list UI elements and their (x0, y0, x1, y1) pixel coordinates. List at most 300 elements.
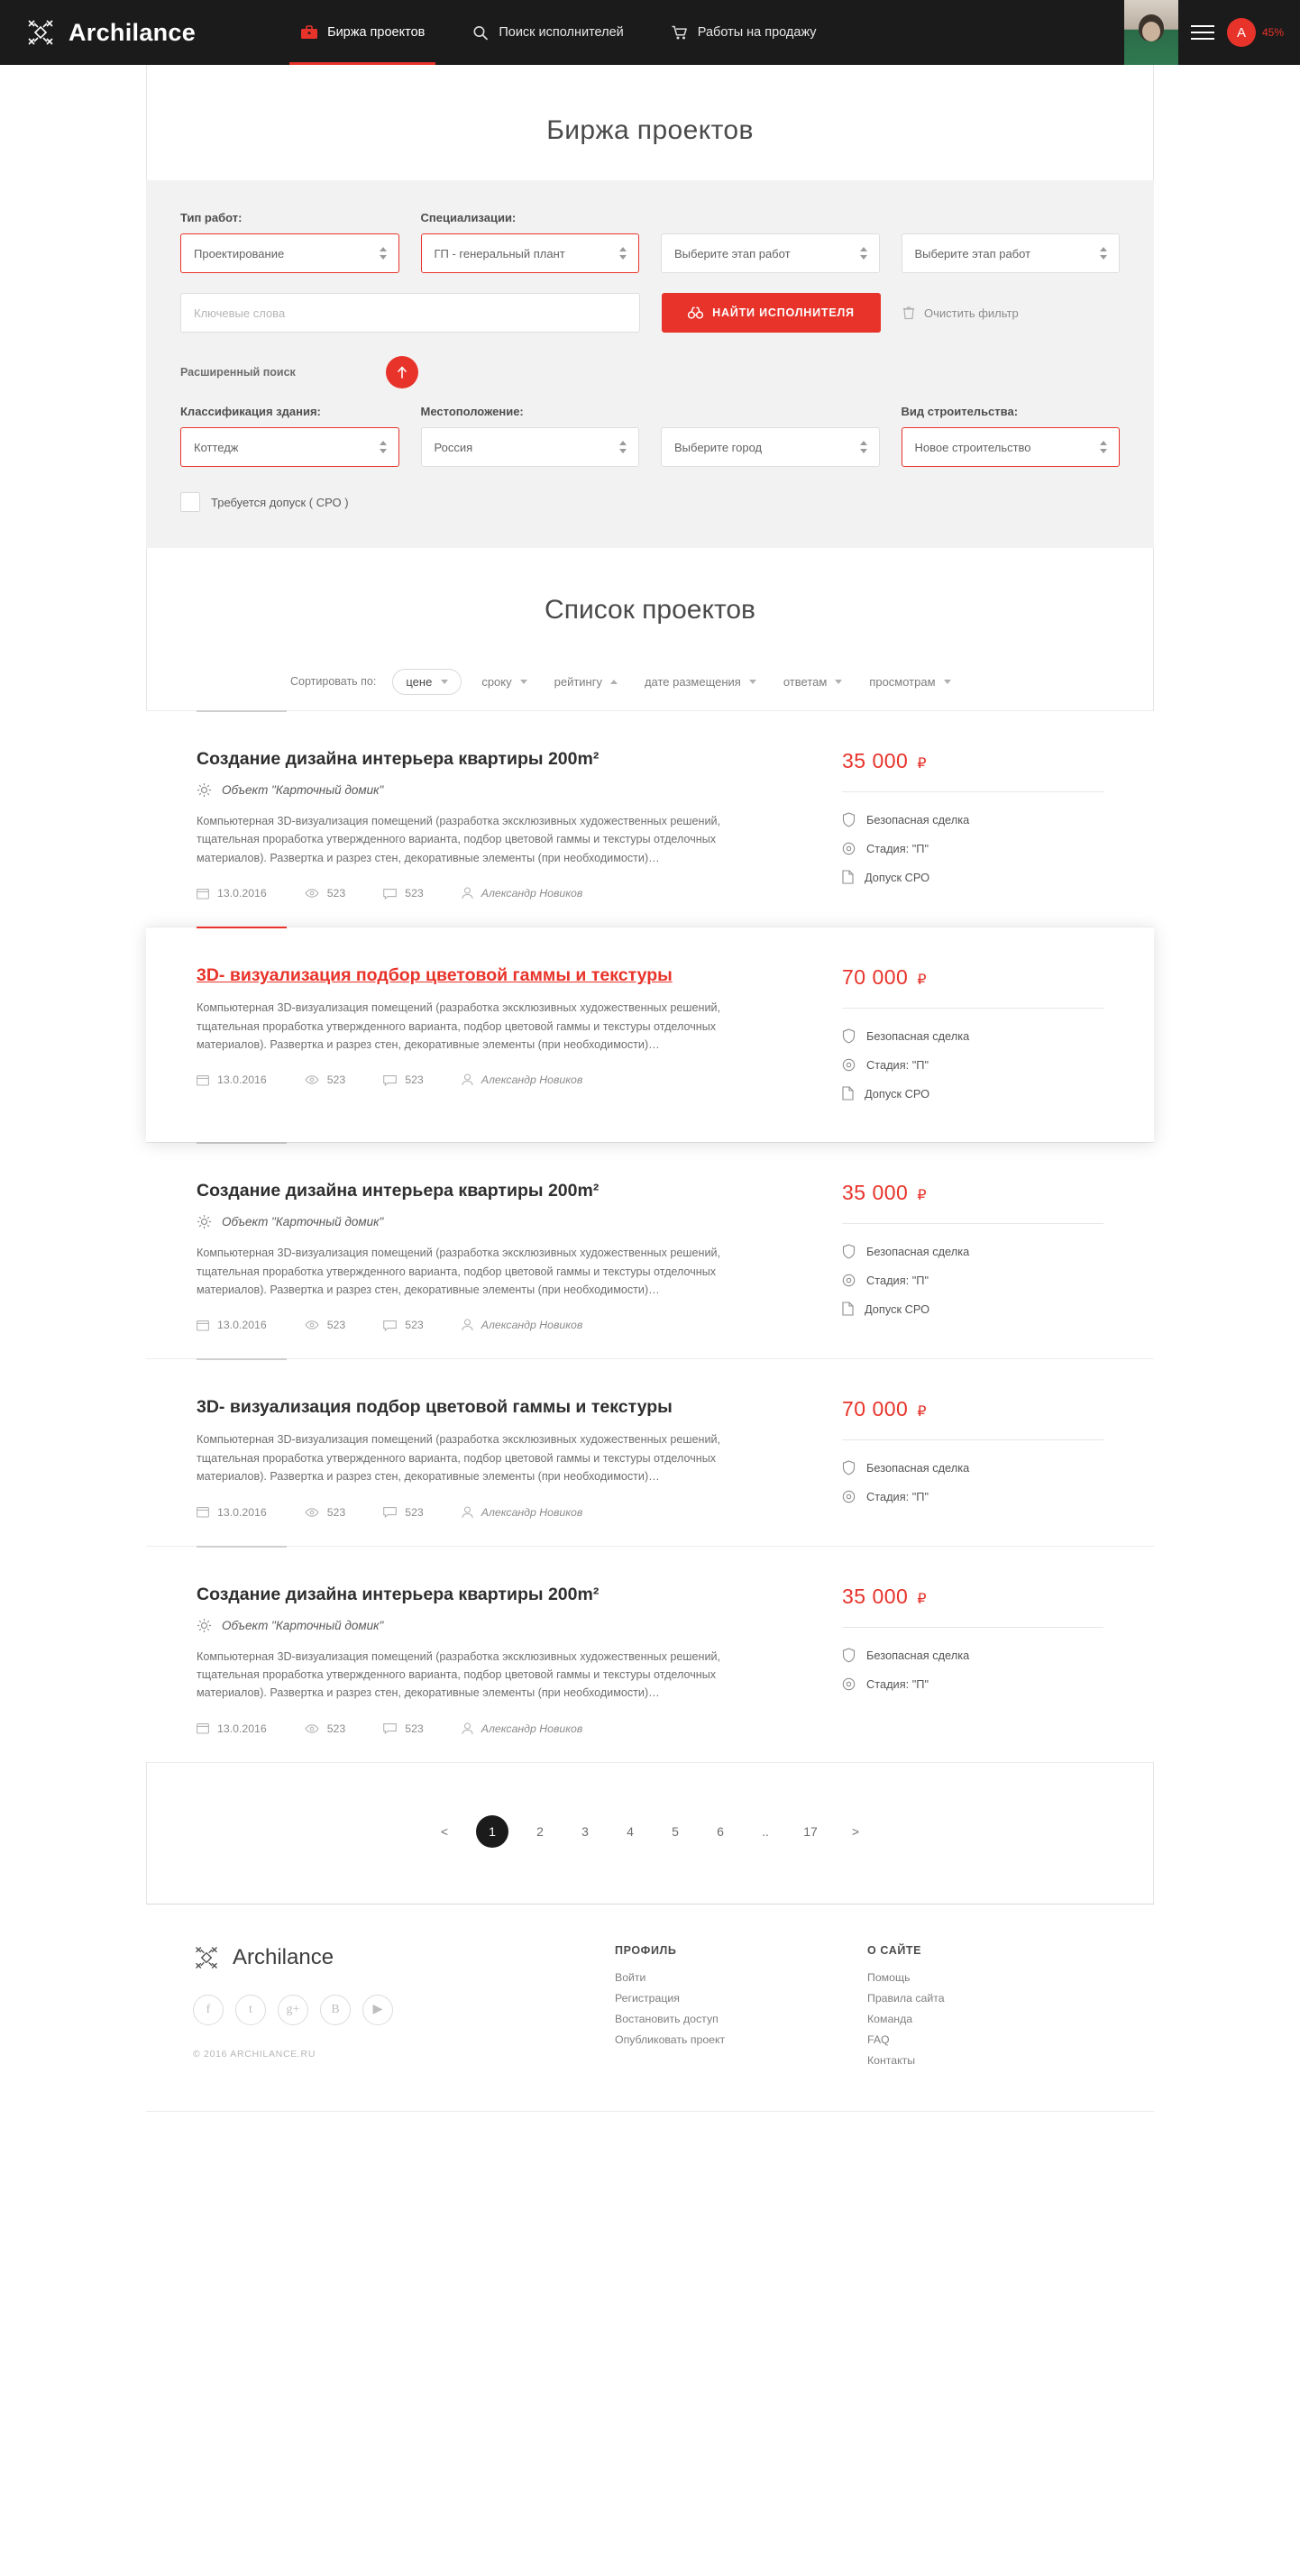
card-feature (842, 842, 1103, 855)
chevron-updown-icon (380, 441, 388, 453)
card-meta-row (197, 887, 810, 900)
chevron-updown-icon (1100, 247, 1108, 260)
card-tick-marker (197, 710, 287, 712)
nav-item-works-for-sale[interactable] (647, 0, 840, 65)
shield-icon (842, 1460, 856, 1475)
chevron-down-icon (520, 680, 527, 684)
sort-option-rating-label: рейтингу (554, 674, 602, 689)
pagination-page-5[interactable]: 5 (672, 1823, 679, 1839)
card-views (305, 887, 346, 900)
card-date (197, 1073, 267, 1086)
card-object-label: Объект "Карточный домик" (222, 1618, 384, 1632)
card-object-row (197, 782, 810, 798)
target-icon (842, 842, 856, 855)
find-performer-button[interactable] (662, 293, 881, 333)
footer-link-publish-project[interactable]: Опубликовать проект (615, 2032, 726, 2046)
card-feature-label: Допуск СРО (865, 1086, 930, 1101)
briefcase-icon (300, 24, 318, 41)
calendar-icon (197, 1722, 209, 1734)
card-price-row (842, 749, 1103, 773)
work-type-label: Тип работ: (180, 211, 243, 224)
profile-completion-percent: 45% (1261, 26, 1284, 39)
card-price-row (842, 1585, 1103, 1609)
vk-icon[interactable]: В (320, 1995, 351, 2025)
sro-checkbox[interactable] (180, 492, 200, 512)
page-title: Биржа проектов (546, 115, 754, 145)
card-divider (842, 1223, 1103, 1224)
pagination-page-3[interactable]: 3 (581, 1823, 589, 1839)
chevron-updown-icon (860, 441, 868, 453)
stage-2-label-spacer (902, 211, 1121, 224)
footer-link-rules[interactable]: Правила сайта (867, 1991, 945, 2005)
stage-2-select[interactable] (902, 233, 1121, 273)
stage-1-placeholder: Выберите этап работ (674, 246, 791, 260)
building-class-label: Классификация здания: (180, 405, 321, 418)
card-views-value: 523 (326, 1722, 346, 1735)
card-comments-value: 523 (405, 1073, 424, 1087)
hamburger-menu-icon[interactable] (1178, 25, 1227, 40)
card-feature (842, 870, 1103, 884)
card-feature (842, 1086, 1103, 1101)
card-date (197, 1506, 267, 1519)
table-row[interactable] (146, 1358, 1154, 1545)
gear-icon (197, 782, 212, 798)
user-icon (462, 1319, 473, 1331)
card-description: Компьютерная 3D-визуализация помещений (разработка эксклюзивных художественных решений, тщательная проработка утвержденного варианта, подбор цветовой гаммы и текстуры отделочных материалов). Развертка и разрез стен, декоративные элементы (при необходимости)… (197, 1001, 721, 1051)
chevron-down-icon (835, 680, 842, 684)
top-right-controls (1124, 0, 1300, 65)
card-feature-label: Допуск СРО (865, 1302, 930, 1316)
table-row[interactable] (146, 710, 1154, 927)
card-author-value: Александр Новиков (481, 1505, 583, 1519)
card-price: 35 000 (842, 1584, 909, 1608)
card-date (197, 1319, 267, 1331)
chevron-updown-icon (860, 247, 868, 260)
card-comments-value: 523 (405, 887, 424, 900)
pagination-page-2[interactable]: 2 (536, 1823, 544, 1839)
filter-specialization (421, 211, 640, 273)
card-price-row (842, 1181, 1103, 1205)
card-main (197, 965, 842, 1115)
nav-item-projects-label: Биржа проектов (327, 25, 426, 40)
card-views-value: 523 (326, 1073, 346, 1087)
card-object-label: Объект "Карточный домик" (222, 1215, 384, 1229)
card-views-value: 523 (326, 887, 346, 900)
table-row[interactable] (146, 927, 1154, 1142)
chevron-updown-icon (1100, 441, 1108, 453)
card-price: 35 000 (842, 1181, 909, 1205)
card-feature-label: Безопасная сделка (866, 1648, 970, 1662)
card-author (462, 1073, 583, 1086)
footer-column-profile-head: ПРОФИЛЬ (615, 1943, 677, 1957)
facebook-icon[interactable]: f (193, 1995, 224, 2025)
stage-1-select[interactable] (661, 233, 880, 273)
shield-icon (842, 1648, 856, 1663)
card-currency: ₽ (917, 756, 927, 772)
city-select[interactable] (661, 427, 880, 467)
stage-1-label-spacer (661, 211, 880, 224)
sort-option-deadline-label: сроку (481, 674, 512, 689)
card-price-row (842, 965, 1103, 990)
filter-location (421, 405, 640, 467)
card-views (305, 1506, 346, 1519)
card-date-value: 13.0.2016 (217, 887, 267, 900)
sort-option-answers-label: ответам (783, 674, 828, 689)
gear-icon (197, 1214, 212, 1229)
clear-filter-label: Очистить фильтр (924, 306, 1019, 320)
sort-option-date-label: дате размещения (644, 674, 741, 689)
filter-stage-1 (661, 211, 880, 273)
card-main (197, 749, 842, 900)
document-icon (842, 1086, 854, 1101)
card-title[interactable]: Создание дизайна интерьера квартиры 200m² (197, 1181, 600, 1201)
comment-icon (383, 888, 397, 900)
card-description: Компьютерная 3D-визуализация помещений (разработка эксклюзивных художественных решений, тщательная проработка утвержденного варианта, подбор цветовой гаммы и текстуры отделочных материалов). Развертка и разрез стен, декоративные элементы (при необходимости)… (197, 815, 721, 864)
card-currency: ₽ (917, 1188, 927, 1204)
sort-bar (146, 662, 1154, 701)
specialization-value: ГП - генеральный плант (434, 246, 565, 260)
card-object-label: Объект "Карточный домик" (222, 783, 384, 797)
nav-item-projects[interactable] (277, 0, 448, 65)
eye-icon (305, 1723, 319, 1734)
card-comments (383, 1319, 424, 1331)
avatar: A (1227, 18, 1256, 47)
archilance-logo-icon (25, 17, 56, 48)
specialization-select[interactable] (421, 233, 640, 273)
calendar-icon (197, 888, 209, 900)
user-icon (462, 1073, 473, 1086)
target-icon (842, 1677, 856, 1691)
footer (146, 1905, 1154, 2111)
document-icon (842, 1302, 854, 1316)
comment-icon (383, 1320, 397, 1331)
project-list-title: Список проектов (545, 595, 755, 625)
card-tick-marker (197, 1358, 287, 1360)
card-side (842, 749, 1103, 900)
pagination-page-17[interactable]: 17 (803, 1823, 818, 1839)
filter-building-class (180, 405, 399, 467)
card-main (197, 1397, 842, 1518)
stage-2-placeholder: Выберите этап работ (914, 246, 1031, 260)
card-feature (842, 1028, 1103, 1044)
card-feature (842, 1274, 1103, 1287)
social-links (193, 1995, 615, 2025)
pagination-prev[interactable]: < (440, 1823, 449, 1839)
card-object-row (197, 1214, 810, 1229)
construction-select[interactable] (902, 427, 1121, 467)
card-feature-label: Безопасная сделка (866, 1029, 970, 1044)
chevron-down-icon (441, 680, 448, 684)
sort-option-price[interactable] (392, 669, 462, 695)
specialization-label: Специализации: (420, 211, 517, 224)
nav-item-works-for-sale-label: Работы на продажу (697, 25, 817, 40)
card-title[interactable]: 3D- визуализация подбор цветовой гаммы и текстуры (197, 1397, 673, 1418)
card-price: 70 000 (842, 965, 909, 990)
keywords-input[interactable] (180, 293, 640, 333)
footer-link-contacts[interactable]: Контакты (867, 2053, 916, 2067)
footer-brand-block (146, 1944, 615, 2075)
page-tail-space (0, 2112, 1300, 2150)
card-main (197, 1181, 842, 1331)
card-description: Компьютерная 3D-визуализация помещений (разработка эксклюзивных художественных решений, тщательная проработка утвержденного варианта, подбор цветовой гаммы и текстуры отделочных материалов). Развертка и разрез стен, декоративные элементы (при необходимости)… (197, 1649, 721, 1700)
filter-construction-type (902, 405, 1121, 467)
chevron-updown-icon (380, 247, 388, 260)
shield-icon (842, 812, 856, 827)
card-date-value: 13.0.2016 (217, 1073, 267, 1087)
card-feature-label: Допуск СРО (865, 870, 930, 884)
card-feature (842, 1460, 1103, 1475)
calendar-icon (197, 1074, 209, 1086)
target-icon (842, 1058, 856, 1072)
chevron-down-icon (944, 680, 951, 684)
binoculars-icon (688, 306, 703, 319)
card-side (842, 1181, 1103, 1331)
shield-icon (842, 1028, 856, 1044)
footer-link-register[interactable]: Регистрация (615, 1991, 680, 2005)
chevron-down-icon (749, 680, 756, 684)
arrow-up-icon (397, 366, 407, 379)
location-value: Россия (434, 440, 473, 454)
footer-link-login[interactable]: Войти (615, 1970, 646, 1984)
table-row[interactable] (146, 1142, 1154, 1358)
card-price: 35 000 (842, 749, 909, 772)
sro-checkbox-label: Требуется допуск ( СРО ) (211, 495, 349, 509)
card-side (842, 965, 1103, 1115)
user-icon (462, 1722, 473, 1735)
table-row[interactable] (146, 1546, 1154, 1762)
sort-option-deadline[interactable] (481, 675, 526, 689)
advanced-search-label: Расширенный поиск (180, 366, 296, 379)
card-meta-row (197, 1722, 810, 1735)
card-tick-marker (197, 927, 287, 928)
footer-column-about (867, 1944, 1120, 2075)
pagination-page-6[interactable]: 6 (717, 1823, 724, 1839)
building-class-value: Коттедж (194, 440, 239, 454)
card-author (462, 887, 583, 900)
city-label-spacer (661, 405, 880, 418)
sort-option-date[interactable] (645, 675, 756, 689)
card-views (305, 1319, 346, 1331)
target-icon (842, 1274, 856, 1287)
card-currency: ₽ (917, 1404, 927, 1420)
sort-label: Сортировать по: (290, 675, 377, 688)
card-date-value: 13.0.2016 (217, 1319, 267, 1332)
footer-link-help[interactable]: Помощь (867, 1970, 911, 1984)
footer-link-restore-access[interactable]: Востановить доступ (615, 2012, 719, 2025)
nav-item-search-performers-label: Поиск исполнителей (499, 25, 624, 40)
card-feature-label: Безопасная сделка (866, 1245, 970, 1259)
sort-option-rating[interactable] (554, 675, 618, 689)
card-divider (842, 1008, 1103, 1009)
card-feature-label: Стадия: "П" (866, 1676, 929, 1691)
card-divider (842, 1439, 1103, 1440)
filter-work-type (180, 211, 399, 273)
eye-icon (305, 1320, 319, 1330)
pagination (146, 1762, 1154, 1904)
filter-row-1 (180, 211, 1120, 273)
page-content (0, 65, 1300, 2150)
filter-panel (146, 180, 1154, 548)
card-price: 70 000 (842, 1397, 909, 1421)
card-views-value: 523 (326, 1505, 346, 1519)
filter-row-3 (180, 405, 1120, 467)
keywords-placeholder: Ключевые слова (194, 306, 286, 320)
gear-icon (197, 1618, 212, 1633)
card-feature (842, 1244, 1103, 1259)
card-date (197, 1722, 267, 1735)
card-feature (842, 1648, 1103, 1663)
eye-icon (305, 1074, 319, 1085)
calendar-icon (197, 1320, 209, 1331)
card-comments (383, 887, 424, 900)
main-menu (277, 0, 840, 65)
sro-checkbox-row[interactable] (180, 492, 1120, 512)
shield-icon (842, 1244, 856, 1259)
comment-icon (383, 1506, 397, 1518)
chevron-up-icon (610, 680, 618, 684)
comment-icon (383, 1074, 397, 1086)
document-icon (842, 870, 854, 884)
card-comments-value: 523 (405, 1505, 424, 1519)
search-icon (471, 24, 490, 41)
card-feature-label: Стадия: "П" (866, 842, 929, 855)
filter-row-2 (180, 293, 1120, 333)
chevron-updown-icon (619, 441, 627, 453)
trash-icon (902, 306, 915, 320)
card-tick-marker (197, 1546, 287, 1548)
card-description: Компьютерная 3D-визуализация помещений (разработка эксклюзивных художественных решений, тщательная проработка утвержденного варианта, подбор цветовой гаммы и текстуры отделочных материалов). Развертка и разрез стен, декоративные элементы (при необходимости)… (197, 1433, 721, 1484)
eye-icon (305, 888, 319, 899)
clear-filter-button[interactable] (902, 293, 1019, 333)
photo-face-shape (1142, 22, 1160, 41)
card-title[interactable]: Создание дизайна интерьера квартиры 200m² (197, 1584, 600, 1604)
google-plus-icon[interactable]: g+ (278, 1995, 308, 2025)
footer-brand-name: Archilance (233, 1944, 334, 1969)
user-avatar-block[interactable] (1227, 18, 1300, 47)
city-placeholder: Выберите город (674, 440, 763, 454)
construction-value: Новое строительство (914, 440, 1031, 454)
nav-item-search-performers[interactable] (448, 0, 646, 65)
user-icon (462, 887, 473, 900)
construction-label: Вид строительства: (901, 405, 1019, 418)
card-feature-label: Стадия: "П" (866, 1274, 929, 1288)
card-comments (383, 1722, 424, 1735)
calendar-icon (197, 1506, 209, 1518)
brand-logo[interactable] (25, 17, 196, 48)
card-main (197, 1585, 842, 1735)
footer-link-team[interactable]: Команда (867, 2012, 913, 2025)
sort-option-views[interactable] (869, 675, 950, 689)
card-author-value: Александр Новиков (481, 1073, 583, 1087)
footer-logo[interactable] (193, 1944, 615, 1971)
card-author-value: Александр Новиков (481, 1722, 583, 1735)
user-icon (462, 1506, 473, 1519)
top-navigation-bar (0, 0, 1300, 65)
sort-option-answers[interactable] (783, 675, 842, 689)
card-currency: ₽ (917, 973, 927, 989)
card-currency: ₽ (917, 1591, 927, 1607)
card-comments-value: 523 (405, 1319, 424, 1332)
card-feature (842, 812, 1103, 827)
card-title[interactable]: 3D- визуализация подбор цветовой гаммы и текстуры (197, 965, 673, 986)
card-side (842, 1397, 1103, 1518)
footer-link-faq[interactable]: FAQ (867, 2032, 890, 2046)
pagination-page-1[interactable]: 1 (476, 1815, 508, 1848)
card-views (305, 1073, 346, 1086)
card-feature-label: Безопасная сделка (866, 1461, 970, 1475)
copyright: © 2016 ARCHILANCE.RU (193, 2048, 316, 2060)
card-date-value: 13.0.2016 (217, 1505, 267, 1519)
pagination-page-4[interactable]: 4 (627, 1823, 634, 1839)
card-author-value: Александр Новиков (481, 1319, 583, 1332)
building-class-select[interactable] (180, 427, 399, 467)
location-select[interactable] (421, 427, 640, 467)
card-author (462, 1722, 583, 1735)
card-meta-row (197, 1073, 810, 1086)
card-feature-label: Безопасная сделка (866, 813, 970, 827)
advanced-search-row (180, 356, 1120, 388)
footer-column-about-head: О САЙТЕ (867, 1943, 922, 1957)
comment-icon (383, 1722, 397, 1734)
card-title[interactable]: Создание дизайна интерьера квартиры 200m² (197, 749, 600, 769)
twitter-icon[interactable]: t (235, 1995, 266, 2025)
sort-option-views-label: просмотрам (869, 674, 936, 689)
card-feature (842, 1058, 1103, 1072)
work-type-select[interactable] (180, 233, 399, 273)
card-price-row (842, 1397, 1103, 1421)
card-meta-row (197, 1506, 810, 1519)
card-author (462, 1506, 583, 1519)
sort-option-price-label: цене (406, 674, 433, 689)
filter-stage-2 (902, 211, 1121, 273)
advanced-search-toggle[interactable] (386, 356, 418, 388)
card-author (462, 1319, 583, 1331)
card-side (842, 1585, 1103, 1735)
user-photo-thumbnail[interactable] (1124, 0, 1178, 65)
card-comments-value: 523 (405, 1722, 424, 1735)
card-description: Компьютерная 3D-визуализация помещений (разработка эксклюзивных художественных решений, тщательная проработка утвержденного варианта, подбор цветовой гаммы и текстуры отделочных материалов). Развертка и разрез стен, декоративные элементы (при необходимости)… (197, 1247, 721, 1296)
work-type-value: Проектирование (194, 246, 285, 260)
card-views-value: 523 (326, 1319, 346, 1332)
card-feature-label: Стадия: "П" (866, 1490, 929, 1504)
card-comments (383, 1506, 424, 1519)
archilance-logo-icon (193, 1944, 220, 1971)
card-feature (842, 1490, 1103, 1503)
find-performer-label: НАЙТИ ИСПОЛНИТЕЛЯ (712, 306, 855, 319)
pagination-ellipsis: .. (762, 1823, 769, 1839)
youtube-icon[interactable]: ▶ (362, 1995, 393, 2025)
cart-icon (671, 24, 689, 41)
project-cards-list (146, 710, 1154, 1762)
card-date-value: 13.0.2016 (217, 1722, 267, 1735)
card-views (305, 1722, 346, 1735)
card-divider (842, 791, 1103, 792)
card-meta-row (197, 1319, 810, 1331)
card-comments (383, 1073, 424, 1086)
content-column (146, 65, 1154, 1904)
brand-name: Archilance (69, 18, 197, 46)
eye-icon (305, 1507, 319, 1518)
footer-column-profile (615, 1944, 867, 2075)
card-divider (842, 1627, 1103, 1628)
card-feature-label: Стадия: "П" (866, 1058, 929, 1073)
pagination-next[interactable]: > (851, 1823, 860, 1839)
filter-city (661, 405, 880, 467)
card-tick-marker (197, 1142, 287, 1144)
card-author-value: Александр Новиков (481, 887, 583, 900)
location-label: Местоположение: (420, 405, 524, 418)
target-icon (842, 1490, 856, 1503)
